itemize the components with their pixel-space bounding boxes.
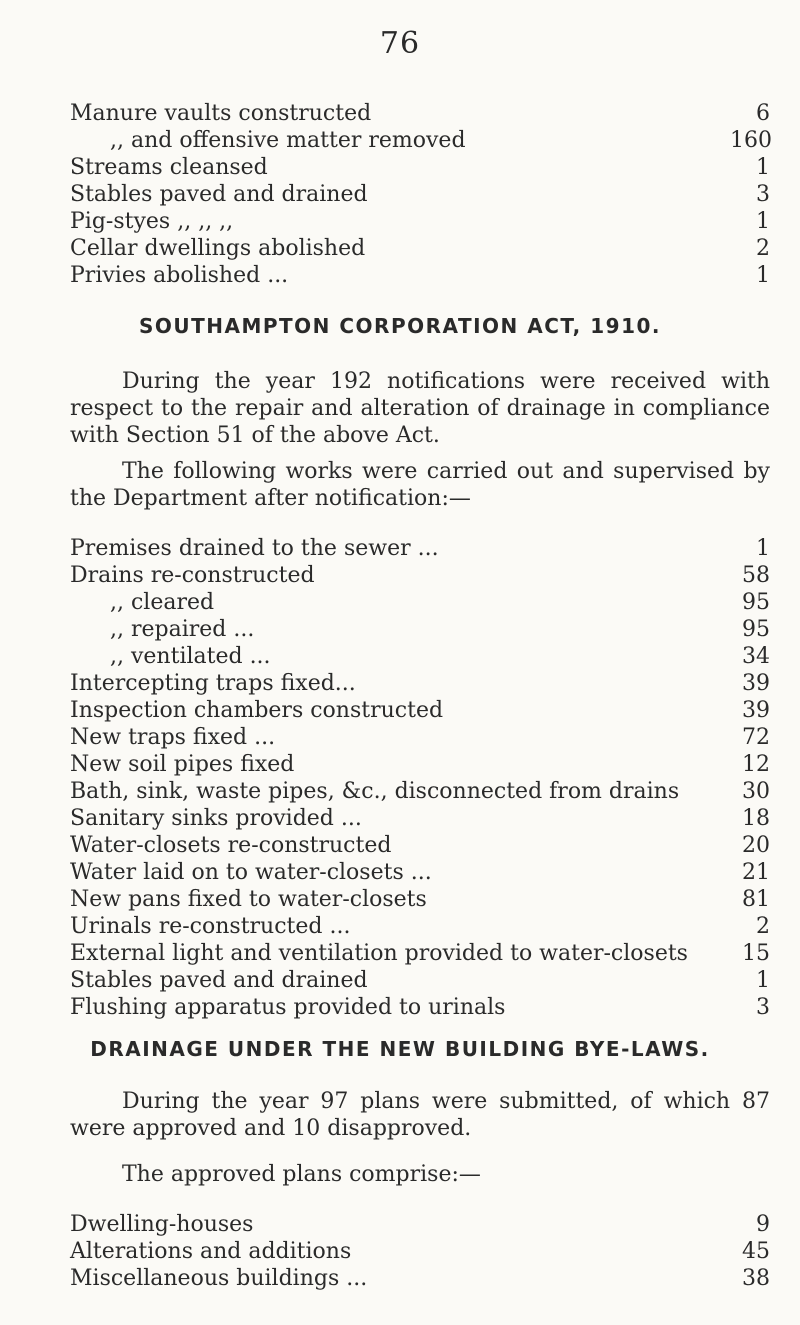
item-label: Privies abolished ... — [70, 263, 289, 288]
page-number: 76 — [379, 26, 421, 61]
item-label: Dwelling-houses — [70, 1212, 254, 1237]
list-item — [70, 1238, 770, 1265]
paragraph-works-intro-text: The following works were carried out and supervised by the Department after notification:— — [70, 459, 770, 511]
paragraph-works-intro — [70, 458, 770, 512]
item-label: Drains re-constructed — [70, 563, 315, 588]
item-label: ,, ventilated ... — [110, 644, 271, 669]
item-value: 3 — [756, 182, 770, 207]
item-label: Flushing apparatus provided to urinals — [70, 995, 506, 1020]
item-label: ,, repaired ... — [110, 617, 255, 642]
item-label: Water-closets re-constructed — [70, 833, 392, 858]
item-label: Water laid on to water-closets ... — [70, 860, 432, 885]
list-item — [70, 1211, 770, 1238]
list-item — [70, 127, 770, 154]
item-label: Stables paved and drained — [70, 182, 368, 207]
item-value: 15 — [742, 941, 770, 966]
item-value: 58 — [742, 563, 770, 588]
item-label: Inspection chambers constructed — [70, 698, 444, 723]
item-value: 1 — [756, 536, 770, 561]
list-item — [70, 181, 770, 208]
item-value: 6 — [756, 101, 770, 126]
list-item — [70, 1265, 770, 1292]
item-value: 2 — [756, 236, 770, 261]
list-item — [70, 859, 770, 886]
item-label: Bath, sink, waste pipes, &c., disconnected from drains — [70, 779, 680, 804]
item-value: 81 — [742, 887, 770, 912]
paragraph-plans-comprise-text: The approved plans comprise:— — [122, 1162, 481, 1187]
item-value: 18 — [742, 806, 770, 831]
item-value: 1 — [756, 155, 770, 180]
item-value: 1 — [756, 968, 770, 993]
item-label: Pig-styes ,, ,, ,, — [70, 209, 234, 234]
list-item — [70, 967, 770, 994]
item-label: Stables paved and drained — [70, 968, 368, 993]
item-label: Streams cleansed — [70, 155, 268, 180]
item-value: 2 — [756, 914, 770, 939]
item-label: Miscellaneous buildings ... — [70, 1266, 368, 1291]
item-value: 20 — [742, 833, 770, 858]
item-value: 12 — [742, 752, 770, 777]
item-value: 39 — [742, 698, 770, 723]
item-label: Intercepting traps fixed... — [70, 671, 356, 696]
item-label: New pans fixed to water-closets — [70, 887, 427, 912]
item-value: 95 — [742, 590, 770, 615]
paragraph-plans-submitted-text: During the year 97 plans were submitted, of which 87 were approved and 10 disapproved. — [70, 1089, 770, 1141]
item-label: Urinals re-constructed ... — [70, 914, 351, 939]
item-label: New traps fixed ... — [70, 725, 276, 750]
list-item — [70, 670, 770, 697]
item-label: Manure vaults constructed — [70, 101, 372, 126]
item-value: 95 — [742, 617, 770, 642]
item-value: 45 — [742, 1239, 770, 1264]
list-item — [70, 697, 770, 724]
list-item — [70, 805, 770, 832]
list-item — [70, 535, 770, 562]
item-value: 38 — [742, 1266, 770, 1291]
list-item — [70, 778, 770, 805]
paragraph-notifications — [70, 368, 770, 449]
section-heading-bye-laws: DRAINAGE UNDER THE NEW BUILDING BYE-LAWS. — [90, 1037, 710, 1061]
list-item — [70, 262, 770, 289]
list-item — [70, 994, 770, 1021]
list-item — [70, 154, 770, 181]
list-item — [70, 940, 770, 967]
paragraph-notifications-text: During the year 192 notifications were received with respect to the repair and alteration of drainage in compliance with Section 51 of the above Act. — [70, 369, 770, 448]
item-label: ,, and offensive matter removed — [110, 128, 466, 153]
item-label: ,, cleared — [110, 590, 215, 615]
item-label: Premises drained to the sewer ... — [70, 536, 439, 561]
item-label: Cellar dwellings abolished — [70, 236, 366, 261]
item-value: 72 — [742, 725, 770, 750]
item-value: 9 — [756, 1212, 770, 1237]
item-label: New soil pipes fixed — [70, 752, 295, 777]
list-item — [70, 751, 770, 778]
paragraph-plans-submitted — [70, 1088, 770, 1142]
nuisances-list — [70, 100, 770, 289]
list-item — [70, 832, 770, 859]
list-item — [70, 100, 770, 127]
item-value: 160 — [730, 128, 772, 153]
paragraph-plans-comprise — [70, 1161, 770, 1188]
list-item — [70, 589, 770, 616]
item-value: 21 — [742, 860, 770, 885]
list-item — [70, 235, 770, 262]
list-item — [70, 643, 770, 670]
list-item — [70, 886, 770, 913]
item-label: External light and ventilation provided to water-closets — [70, 941, 688, 966]
item-label: Sanitary sinks provided ... — [70, 806, 362, 831]
item-value: 3 — [756, 995, 770, 1020]
section-heading-corporation-act: SOUTHAMPTON CORPORATION ACT, 1910. — [138, 314, 662, 338]
list-item — [70, 208, 770, 235]
list-item — [70, 724, 770, 751]
item-value: 39 — [742, 671, 770, 696]
item-value: 1 — [756, 209, 770, 234]
works-list — [70, 535, 770, 1021]
item-value: 1 — [756, 263, 770, 288]
item-value: 34 — [742, 644, 770, 669]
list-item — [70, 913, 770, 940]
list-item — [70, 616, 770, 643]
item-value: 30 — [742, 779, 770, 804]
item-label: Alterations and additions — [70, 1239, 352, 1264]
list-item — [70, 562, 770, 589]
plans-list — [70, 1211, 770, 1292]
